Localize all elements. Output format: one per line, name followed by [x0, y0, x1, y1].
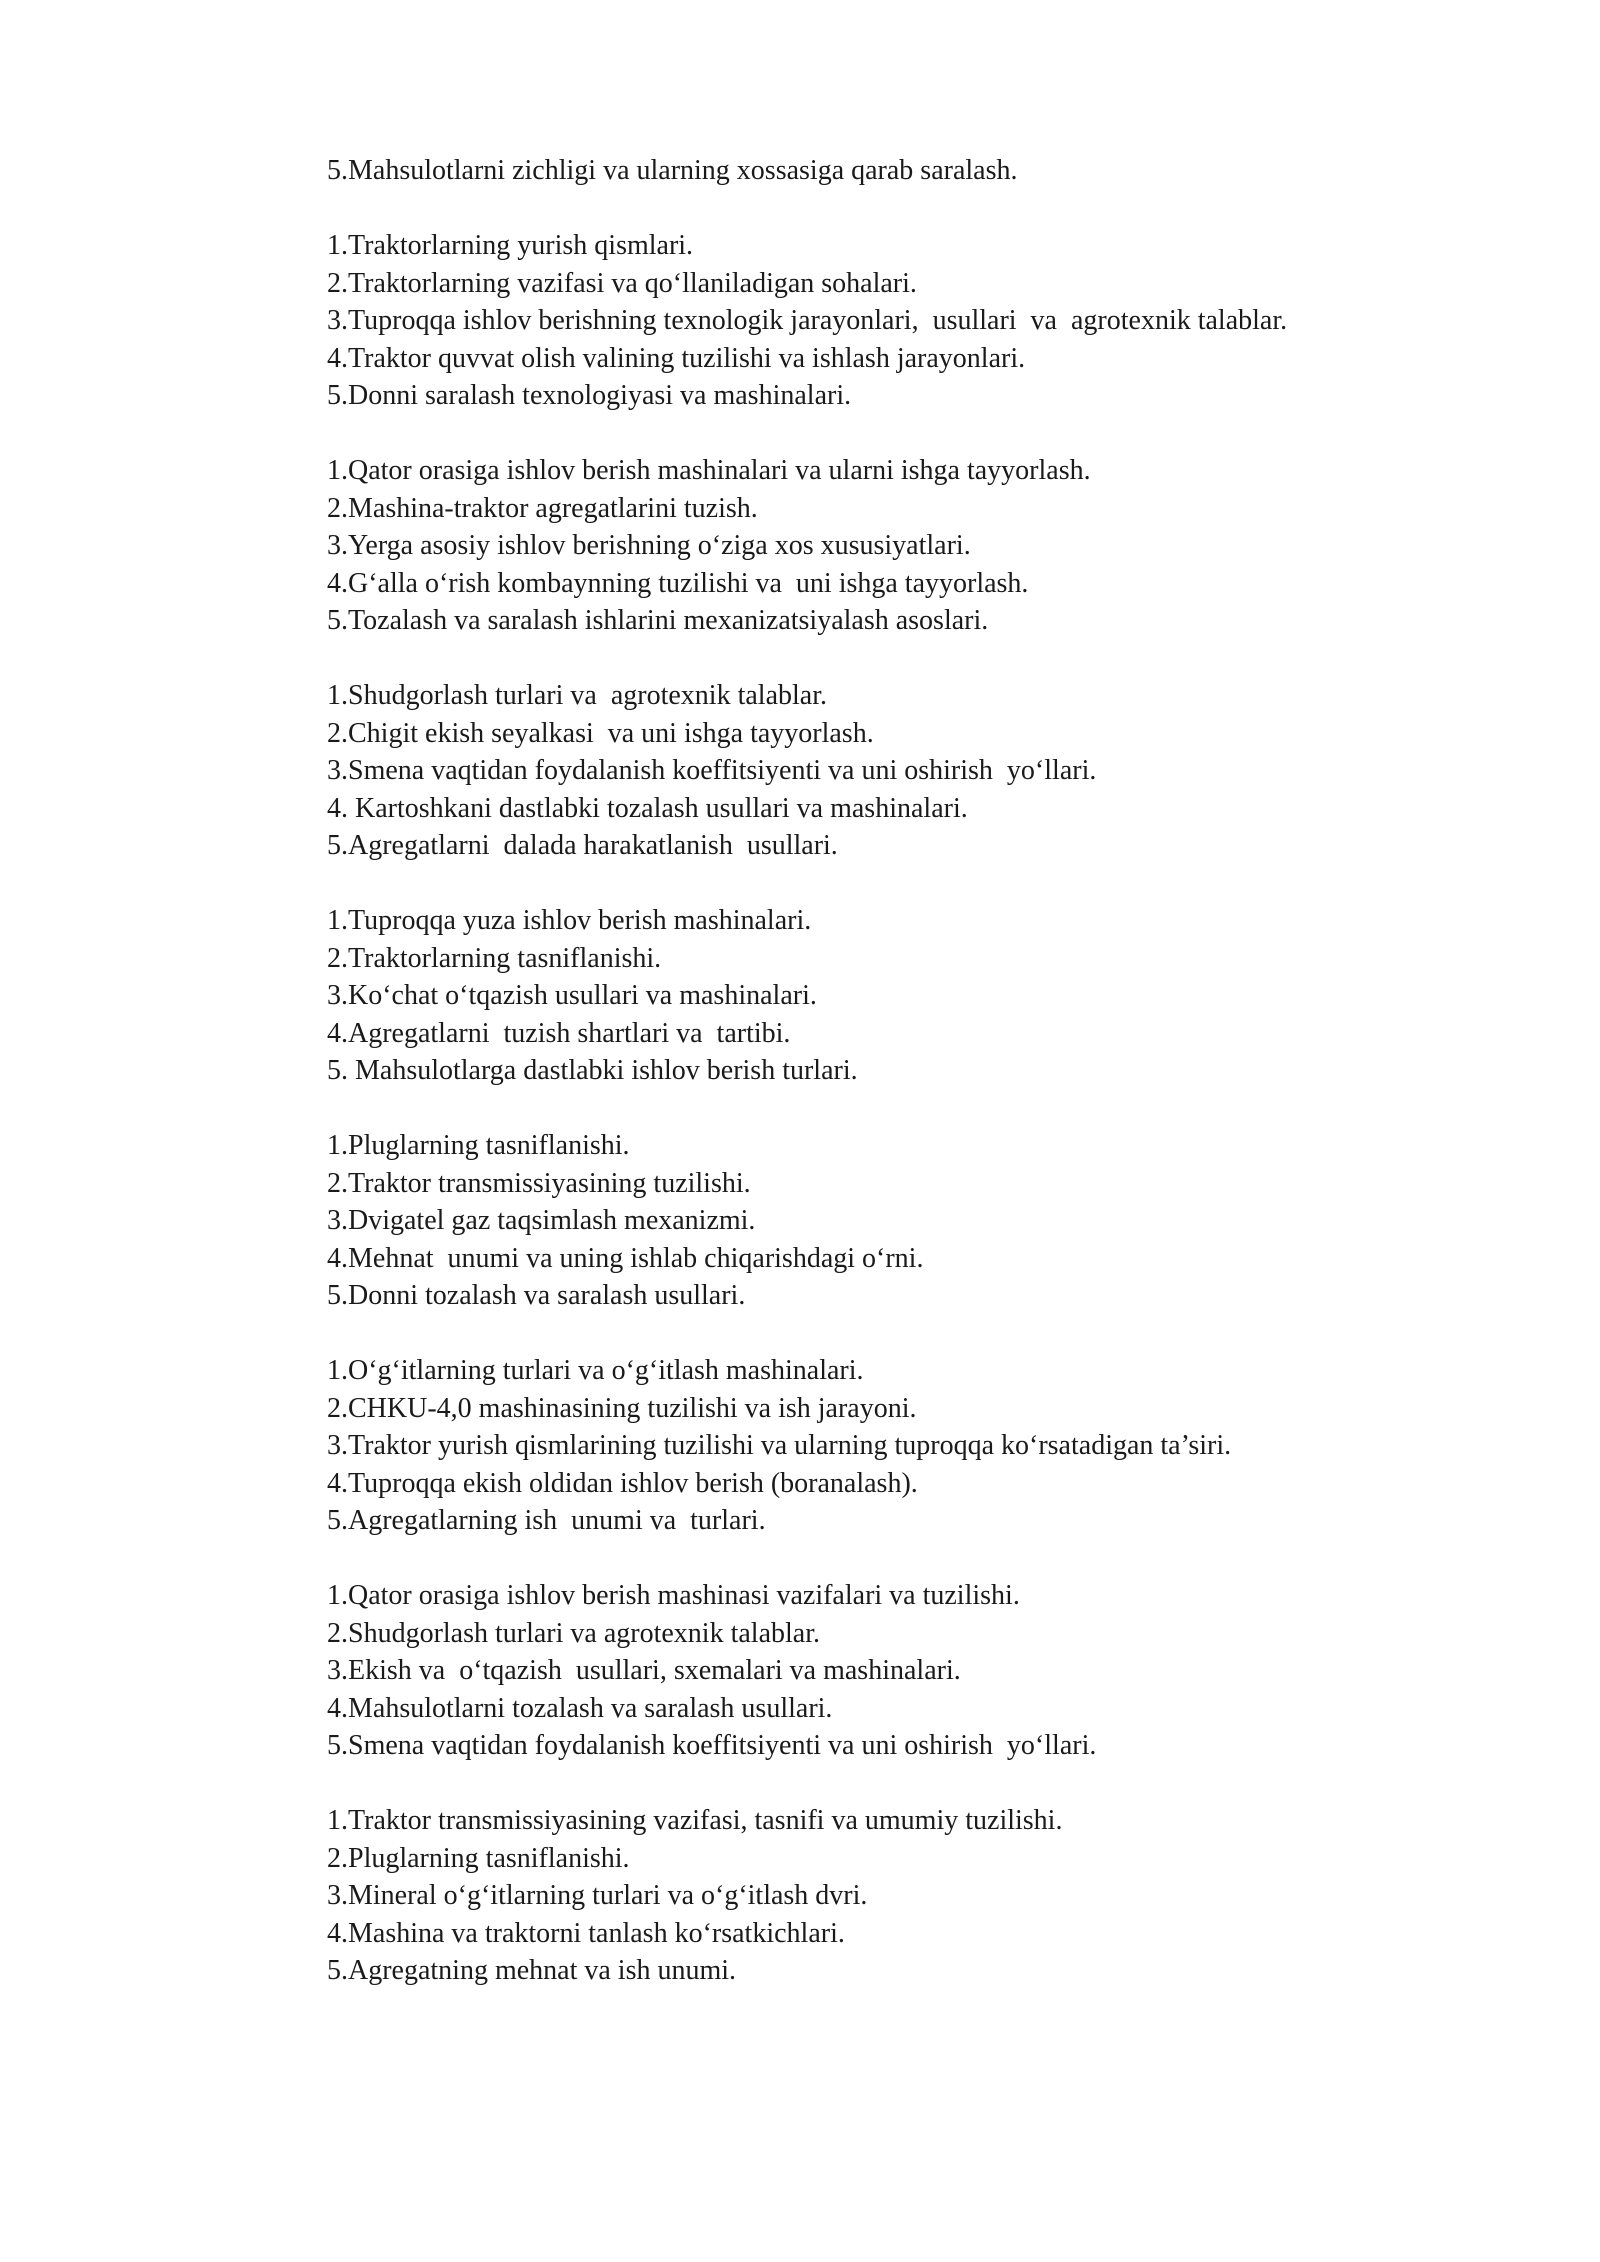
question-list — [327, 152, 1527, 2027]
question-line: 1.Traktor transmissiyasining vazifasi, tasnifi va umumiy tuzilishi. — [327, 1805, 1063, 1836]
question-line: 4.G‘alla o‘rish kombaynning tuzilishi va uni ishga tayyorlash. — [327, 567, 1029, 599]
question-group — [327, 452, 1527, 640]
question-line: 2.Mashina-traktor agregatlarini tuzish. — [327, 492, 758, 524]
question-group — [327, 227, 1527, 415]
question-line: 4.Traktor quvvat olish valining tuzilishi va ishlash jarayonlari. — [327, 342, 1026, 374]
question-group — [327, 677, 1527, 865]
question-line: 4.Agregatlarni tuzish shartlari va tartibi. — [327, 1017, 791, 1049]
question-line: 5. Mahsulotlarga dastlabki ishlov berish turlari. — [327, 1055, 858, 1086]
question-line: 4.Mehnat unumi va uning ishlab chiqarishdagi o‘rni. — [327, 1242, 924, 1274]
question-line: 5.Agregatlarning ish unumi va turlari. — [327, 1505, 766, 1536]
question-line: 3.Traktor yurish qismlarining tuzilishi va ularning tuproqqa ko‘rsatadigan ta’siri. — [327, 1430, 1232, 1461]
question-group — [327, 1802, 1527, 1990]
question-group — [327, 1127, 1527, 1315]
question-line: 3.Ko‘chat o‘tqazish usullari va mashinalari. — [327, 980, 817, 1011]
question-line: 3.Yerga asosiy ishlov berishning o‘ziga xos xususiyatlari. — [327, 530, 971, 561]
question-group — [327, 902, 1527, 1090]
question-line: 5.Donni saralash texnologiyasi va mashinalari. — [327, 380, 852, 411]
question-line: 3.Dvigatel gaz taqsimlash mexanizmi. — [327, 1205, 756, 1236]
question-group — [327, 152, 1527, 190]
question-line: 1.Shudgorlash turlari va agrotexnik talablar. — [327, 680, 827, 711]
question-line: 2.Chigit ekish seyalkasi va uni ishga tayyorlash. — [327, 717, 874, 749]
question-line: 4.Tuproqqa ekish oldidan ishlov berish (boranalash). — [327, 1467, 918, 1499]
question-line: 3.Mineral o‘g‘itlarning turlari va o‘g‘itlash dvri. — [327, 1880, 868, 1911]
question-line: 3.Ekish va o‘tqazish usullari, sxemalari va mashinalari. — [327, 1655, 961, 1686]
question-group — [327, 1577, 1527, 1765]
question-line: 1.Tuproqqa yuza ishlov berish mashinalari. — [327, 905, 812, 936]
question-line: 5.Smena vaqtidan foydalanish koeffitsiyenti va uni oshirish yo‘llari. — [327, 1730, 1097, 1761]
question-group — [327, 1352, 1527, 1540]
question-line: 2.Traktorlarning vazifasi va qo‘llaniladigan sohalari. — [327, 267, 917, 299]
question-line: 4. Kartoshkani dastlabki tozalash usullari va mashinalari. — [327, 792, 968, 824]
question-line: 3.Smena vaqtidan foydalanish koeffitsiyenti va uni oshirish yo‘llari. — [327, 755, 1097, 786]
question-line: 1.O‘g‘itlarning turlari va o‘g‘itlash mashinalari. — [327, 1355, 864, 1386]
question-line: 2.Traktorlarning tasniflanishi. — [327, 942, 662, 974]
question-line: 1.Pluglarning tasniflanishi. — [327, 1130, 630, 1161]
question-line: 2.Shudgorlash turlari va agrotexnik talablar. — [327, 1617, 820, 1649]
question-line: 4.Mashina va traktorni tanlash ko‘rsatkichlari. — [327, 1917, 845, 1949]
question-line: 3.Tuproqqa ishlov berishning texnologik jarayonlari, usullari va agrotexnik talablar. — [327, 305, 1288, 336]
question-line: 2.CHKU-4,0 mashinasining tuzilishi va ish jarayoni. — [327, 1392, 917, 1424]
question-line: 5.Mahsulotlarni zichligi va ularning xossasiga qarab saralash. — [327, 155, 1018, 186]
question-line: 1.Qator orasiga ishlov berish mashinasi vazifalari va tuzilishi. — [327, 1580, 1020, 1611]
question-line: 4.Mahsulotlarni tozalash va saralash usullari. — [327, 1692, 833, 1724]
question-line: 5.Agregatning mehnat va ish unumi. — [327, 1955, 737, 1986]
question-line: 2.Pluglarning tasniflanishi. — [327, 1842, 630, 1874]
question-line: 5.Tozalash va saralash ishlarini mexanizatsiyalash asoslari. — [327, 605, 989, 636]
question-line: 2.Traktor transmissiyasining tuzilishi. — [327, 1167, 751, 1199]
question-line: 5.Agregatlarni dalada harakatlanish usullari. — [327, 830, 838, 861]
question-line: 1.Traktorlarning yurish qismlari. — [327, 230, 694, 261]
question-line: 5.Donni tozalash va saralash usullari. — [327, 1280, 746, 1311]
question-line: 1.Qator orasiga ishlov berish mashinalari va ularni ishga tayyorlash. — [327, 455, 1091, 486]
